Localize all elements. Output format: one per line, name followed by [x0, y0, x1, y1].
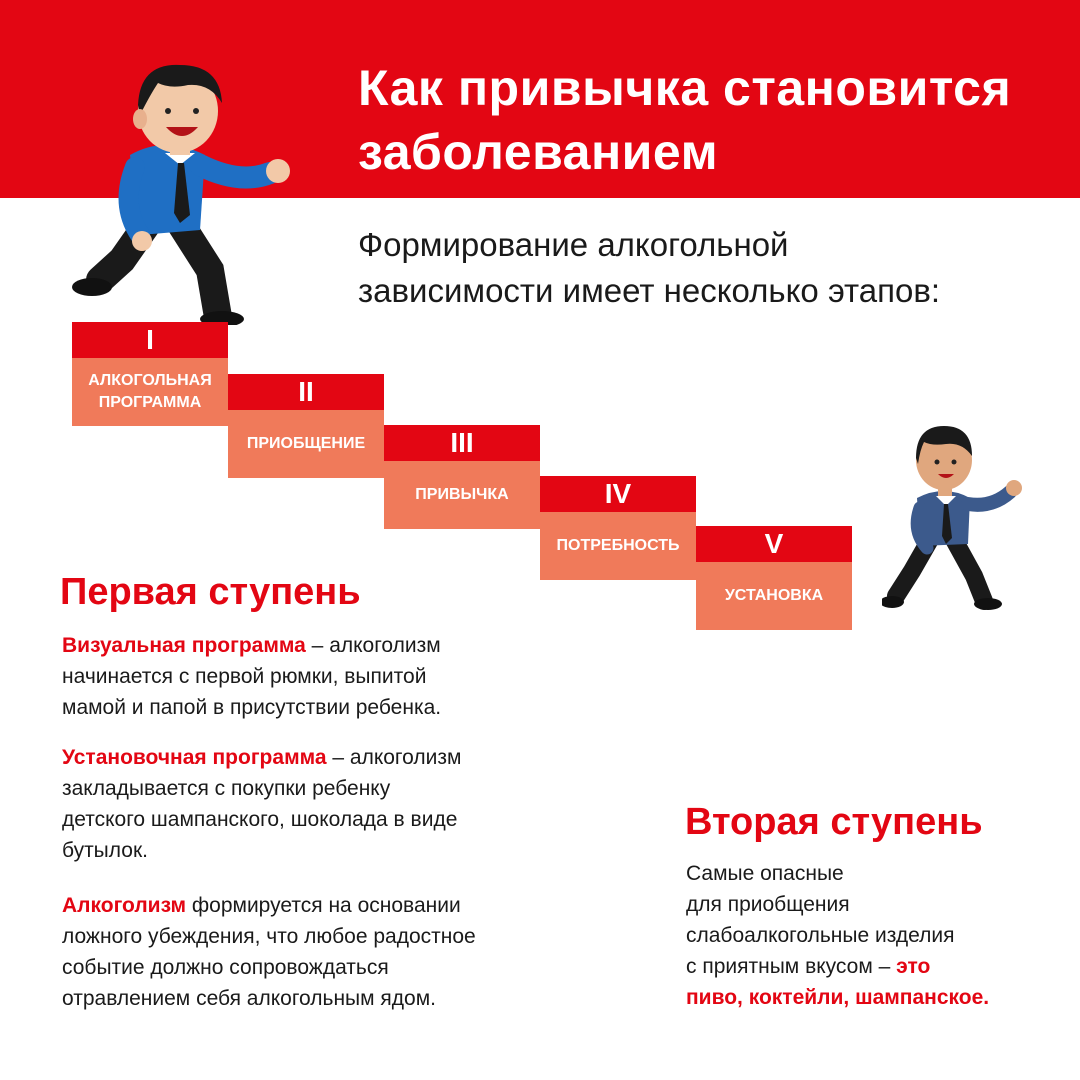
step-label — [384, 461, 540, 529]
step-label — [540, 512, 696, 580]
step-numeral: I — [72, 322, 228, 358]
step-label-line-1: ПРИОБЩЕНИЕ — [246, 435, 366, 452]
term-installation-program: Установочная программа — [62, 746, 327, 769]
paragraph-line: для приобщения — [686, 893, 850, 916]
step-label — [696, 562, 852, 630]
paragraph-line: бутылок. — [62, 839, 148, 862]
paragraph-text: – алкоголизм — [305, 634, 441, 657]
paragraph-line — [62, 890, 476, 921]
title-line-1: Как привычка становится — [358, 60, 1012, 116]
step-label-line-1: УСТАНОВКА — [724, 587, 824, 604]
paragraph-line — [686, 951, 989, 982]
paragraph-line: начинается с первой рюмки, выпитой — [62, 665, 427, 688]
first-step-paragraph-2 — [62, 742, 461, 866]
step-numeral: V — [696, 526, 852, 562]
step-label-line-1: ПОТРЕБНОСТЬ — [556, 537, 680, 554]
man-walking-illustration — [70, 55, 295, 325]
paragraph-line: ложного убеждения, что любое радостное — [62, 925, 476, 948]
term-visual-program: Визуальная программа — [62, 634, 306, 657]
paragraph-line: событие должно сопровождаться — [62, 956, 389, 979]
stair-step-1 — [72, 322, 228, 426]
step-numeral: II — [228, 374, 384, 410]
stair-step-4 — [540, 476, 696, 580]
step-label-line-1: АЛКОГОЛЬНАЯ — [88, 372, 212, 389]
first-step-paragraph-3 — [62, 890, 476, 1014]
second-step-paragraph — [686, 858, 989, 1013]
term-alcoholism: Алкоголизм — [62, 894, 187, 917]
paragraph-text: с приятным вкусом – — [686, 955, 897, 978]
intro-line-1: Формирование алкогольной — [358, 226, 789, 263]
paragraph-line: отравлением себя алкогольным ядом. — [62, 987, 436, 1010]
first-step-heading: Первая ступень — [60, 571, 361, 613]
step-label — [228, 410, 384, 478]
stair-step-5 — [696, 526, 852, 630]
paragraph-line: детского шампанского, шоколада в виде — [62, 808, 458, 831]
step-label-line-1: ПРИВЫЧКА — [415, 486, 509, 503]
highlight-text: это — [896, 955, 931, 978]
title-line-2: заболеванием — [358, 124, 719, 180]
man-waving-illustration — [882, 416, 1027, 611]
page-title — [358, 56, 1011, 184]
step-label-line-2: ПРОГРАММА — [98, 394, 202, 411]
intro-line-2: зависимости имеет несколько этапов: — [358, 272, 941, 309]
step-numeral: IV — [540, 476, 696, 512]
first-step-paragraph-1 — [62, 630, 441, 723]
step-label — [72, 358, 228, 426]
second-step-heading: Вторая ступень — [685, 801, 983, 843]
paragraph-line: мамой и папой в присутствии ребенка. — [62, 696, 442, 719]
paragraph-text: формируется на основании — [186, 894, 461, 917]
intro-text — [358, 222, 940, 314]
stair-step-2 — [228, 374, 384, 478]
highlight-drinks: пиво, коктейли, шампанское. — [686, 986, 990, 1009]
paragraph-line — [62, 630, 441, 661]
paragraph-text: – алкоголизм — [326, 746, 462, 769]
paragraph-line: закладывается с покупки ребенку — [62, 777, 391, 800]
stair-step-3 — [384, 425, 540, 529]
paragraph-line: слабоалкогольные изделия — [686, 924, 955, 947]
step-numeral: III — [384, 425, 540, 461]
paragraph-line: Самые опасные — [686, 862, 844, 885]
paragraph-line — [62, 742, 461, 773]
